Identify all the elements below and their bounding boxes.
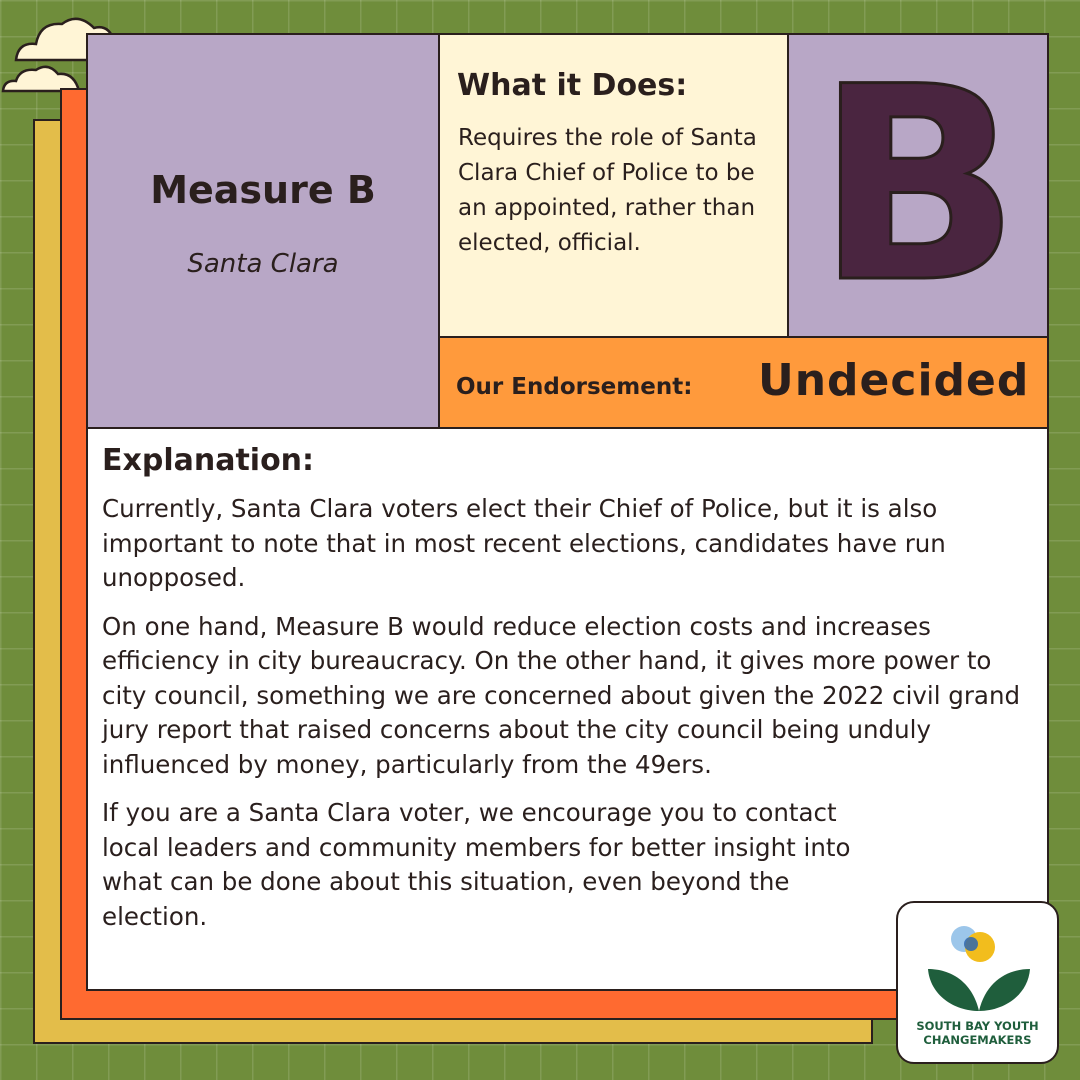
explanation-paragraph: On one hand, Measure B would reduce election costs and increases efficiency in city bureaucracy. On the other hand, it gives more power to city council, something we are concerned about given the 2022 civil grand jury report that raised concerns about the city council being unduly influenced by money, particularly from the 49ers. (102, 611, 1021, 779)
title-panel (88, 35, 440, 429)
what-it-does-body: Requires the role of Santa Clara Chief of Police to be an appointed, rather than elected, official. (458, 125, 757, 256)
big-letter-panel (789, 35, 1047, 338)
endorsement-panel (440, 338, 1047, 429)
org-logo (896, 901, 1059, 1064)
org-name-line2: CHANGEMAKERS (923, 1033, 1032, 1047)
endorsement-label: Our Endorsement: (456, 374, 693, 400)
explanation-paragraph: If you are a Santa Clara voter, we encourage you to contact local leaders and community members for better insight into what can be done about this situation, even beyond the election. (102, 798, 851, 931)
org-name (898, 1019, 1057, 1047)
what-it-does-panel (440, 35, 789, 338)
flower-logo-icon (924, 919, 1034, 1017)
measure-location: Santa Clara (187, 249, 339, 279)
explanation-heading: Explanation: (102, 443, 315, 478)
big-letter: B (815, 35, 1021, 338)
measure-card (86, 33, 1049, 991)
explanation-paragraph: Currently, Santa Clara voters elect their Chief of Police, but it is also important to note that in most recent elections, candidates have run unopposed. (102, 494, 946, 592)
explanation-section (102, 443, 1032, 948)
org-name-line1: SOUTH BAY YOUTH (916, 1019, 1039, 1033)
what-it-does-heading: What it Does: (457, 68, 688, 103)
measure-title: Measure B (150, 168, 376, 212)
big-letter-graphic (789, 35, 1047, 338)
endorsement-value: Undecided (758, 355, 1030, 406)
